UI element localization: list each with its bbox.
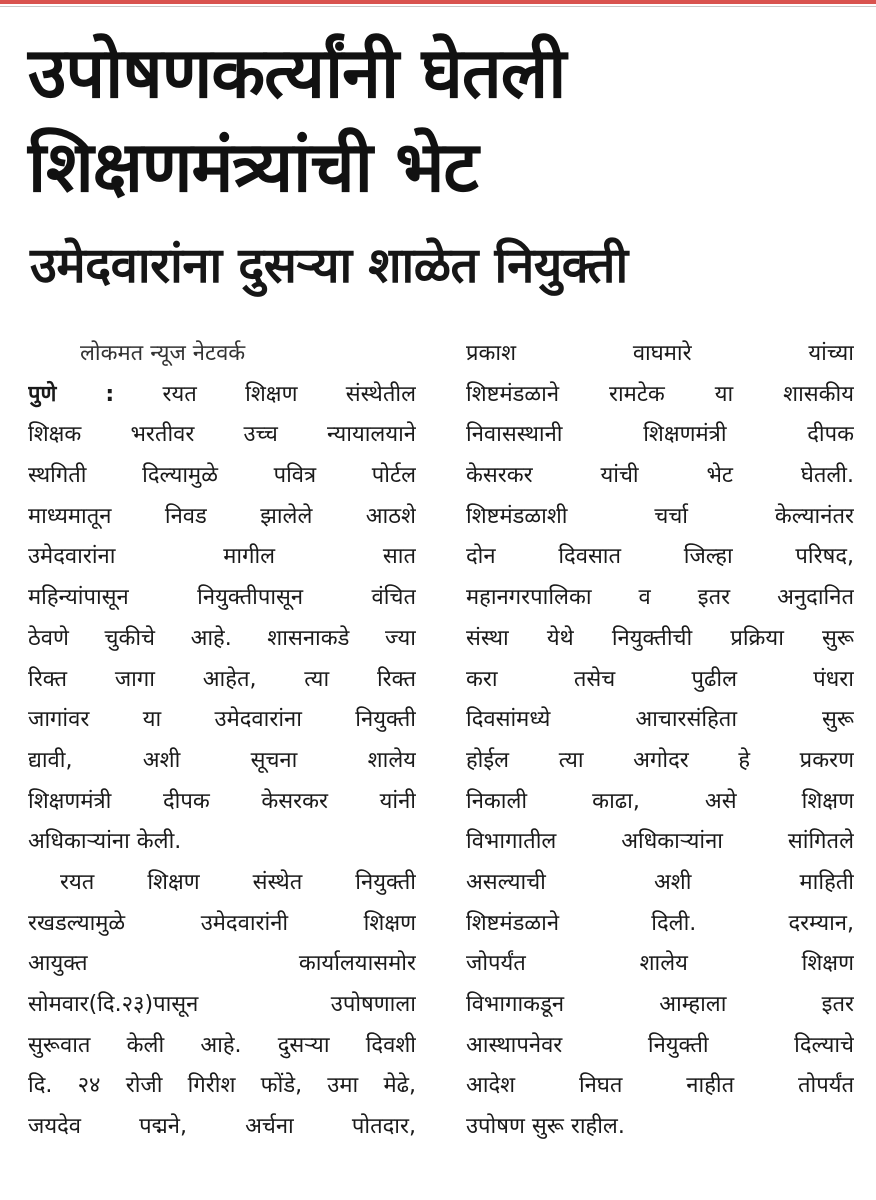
column-line: शिष्टमंडळाने दिली. दरम्यान, [466, 910, 854, 936]
column-line: उमेदवारांना मागील सात [28, 544, 416, 570]
column-line [28, 375, 416, 416]
column-line: माध्यमातून निवड झालेले आठशे [28, 503, 416, 529]
column-line: निवासस्थानी शिक्षणमंत्री दीपक [466, 422, 854, 448]
subheadline: उमेदवारांना दुसऱ्या शाळेत नियुक्ती [30, 237, 628, 294]
column-line: महानगरपालिका व इतर अनुदानित [466, 585, 854, 611]
column-line: विभागाकडून आम्हाला इतर [466, 992, 854, 1017]
headline-line-2: शिक्षणमंत्र्यांची भेट [28, 126, 478, 208]
column-line: होईल त्या अगोदर हे प्रकरण [466, 747, 854, 773]
column-line: रयत शिक्षण संस्थेत नियुक्ती [60, 869, 416, 895]
column-line: असल्याची अशी माहिती [466, 869, 854, 895]
column-line: स्थगिती दिल्यामुळे पवित्र पोर्टल [28, 463, 416, 489]
headline [28, 26, 858, 214]
column-line: रिक्त जागा आहेत, त्या रिक्त [28, 666, 416, 692]
column-line: संस्था येथे नियुक्तीची प्रक्रिया सुरू [466, 625, 854, 651]
byline: लोकमत न्यूज नेटवर्क [80, 341, 246, 366]
column-line-text: रयत शिक्षण संस्थेतील [162, 381, 416, 407]
column-line: उपोषण सुरू राहील. [466, 1114, 625, 1140]
column-line: करा तसेच पुढील पंधरा [466, 666, 854, 692]
column-line: जोपर्यंत शालेय शिक्षण [466, 951, 854, 977]
column-line: आदेश निघत नाहीत तोपर्यंत [466, 1073, 854, 1099]
column-line: आस्थापनेवर नियुक्ती दिल्याचे [466, 1032, 854, 1058]
column-line: जयदेव पद्मने, अर्चना पोतदार, [28, 1114, 416, 1140]
top-border-rule [0, 0, 876, 4]
column-line: विभागातील अधिकाऱ्यांना सांगितले [466, 829, 854, 855]
column-line: दि. २४ रोजी गिरीश फोंडे, उमा मेढे, [28, 1073, 416, 1099]
column-line: शिष्टमंडळाशी चर्चा केल्यानंतर [466, 503, 854, 529]
column-line: दोन दिवसात जिल्हा परिषद, [466, 544, 854, 570]
column-line: आयुक्त कार्यालयासमोर [28, 951, 416, 977]
column-line: निकाली काढा, असे शिक्षण [466, 788, 854, 814]
column-line: शिक्षक भरतीवर उच्च न्यायालयाने [28, 422, 416, 448]
article-column-right [466, 334, 854, 1148]
column-line: केसरकर यांची भेट घेतली. [466, 463, 854, 489]
column-line: जागांवर या उमेदवारांना नियुक्ती [28, 707, 416, 733]
top-border-shadow [0, 6, 876, 7]
column-line: अधिकाऱ्यांना केली. [28, 829, 182, 855]
column-line: सुरूवात केली आहे. दुसऱ्या दिवशी [28, 1032, 416, 1058]
column-line: रखडल्यामुळे उमेदवारांनी शिक्षण [28, 910, 416, 936]
dateline: पुणे : [28, 381, 115, 407]
column-line: शिष्टमंडळाने रामटेक या शासकीय [466, 381, 854, 407]
headline-line-1: उपोषणकर्त्यांनी घेतली [28, 32, 566, 114]
column-line: महिन्यांपासून नियुक्तीपासून वंचित [28, 585, 416, 611]
column-line: प्रकाश वाघमारे यांच्या [466, 341, 854, 366]
article-column-left [28, 334, 416, 1148]
column-line: सोमवार(दि.२३)पासून उपोषणाला [28, 992, 416, 1017]
column-line: द्यावी, अशी सूचना शालेय [28, 747, 416, 773]
column-line: शिक्षणमंत्री दीपक केसरकर यांनी [28, 788, 416, 814]
column-line: दिवसांमध्ये आचारसंहिता सुरू [466, 707, 854, 733]
column-line: ठेवणे चुकीचे आहे. शासनाकडे ज्या [28, 625, 416, 651]
